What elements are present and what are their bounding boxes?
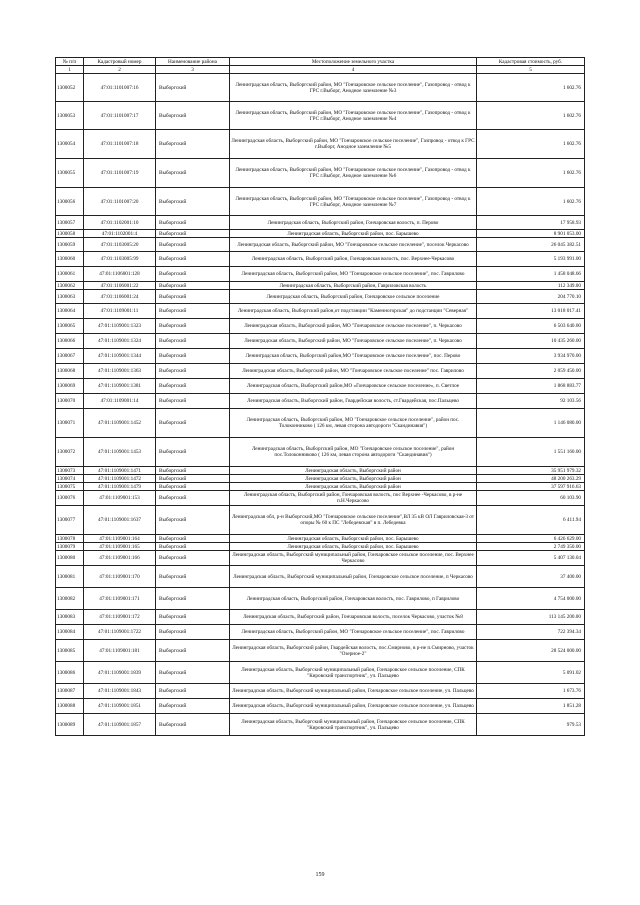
row-number: 1300076 (56, 491, 84, 506)
cadastral-number: 47:01:1101007:17 (84, 102, 156, 130)
row-number: 1300066 (56, 334, 84, 349)
cadastral-number: 47:01:1109001:1857 (84, 714, 156, 736)
cadastral-number: 47:01:1102001:4 (84, 230, 156, 238)
table-row (56, 475, 585, 483)
cadastral-cost: 1 551 160.00 (477, 438, 585, 467)
table-row (56, 662, 585, 684)
cadastral-number: 47:01:1109001:1344 (84, 349, 156, 364)
cadastral-number: 47:01:1103005:99 (84, 252, 156, 267)
cadastral-cost: 28 524 000.00 (477, 640, 585, 662)
cadastral-cost: 2 749 350.00 (477, 543, 585, 551)
cadastral-number: 47:01:1109001:165 (84, 543, 156, 551)
row-number: 1300059 (56, 238, 84, 252)
table-row (56, 334, 585, 349)
table-row (56, 267, 585, 282)
location-text: Ленинградская область, Выборгский район, пос. Барышево (230, 230, 477, 238)
table-row (56, 364, 585, 379)
table-row (56, 282, 585, 290)
row-number: 1300088 (56, 699, 84, 714)
location-text: Ленинградская область, Выборгский муниципальный район, Гончаровское сельское поселение, СПК "Кировский транспортник", уч. Пальцево (230, 662, 477, 684)
district-name: Выборгский (156, 74, 230, 102)
cadastral-cost: 17 958.93 (477, 216, 585, 230)
header-row (56, 58, 585, 66)
location-text: Ленинградская область, Выборгский район, пос. Барышево (230, 543, 477, 551)
row-number: 1300078 (56, 535, 84, 543)
table-row (56, 216, 585, 230)
row-number: 1300067 (56, 349, 84, 364)
district-name: Выборгский (156, 319, 230, 334)
district-name: Выборгский (156, 684, 230, 699)
location-text: Ленинградская область, Выборгский район (230, 475, 477, 483)
cadastral-number: 47:01:1109001:166 (84, 551, 156, 566)
table-body (56, 74, 585, 736)
cadastral-cost: 1 602.76 (477, 102, 585, 130)
table-row (56, 625, 585, 640)
table-row (56, 102, 585, 130)
row-number: 1300056 (56, 188, 84, 216)
location-text: Ленинградская область, Выборгский район, пос. Барышево (230, 535, 477, 543)
location-text: Ленинградская область, Выборгский район (230, 467, 477, 475)
table-row (56, 159, 585, 188)
location-text: Ленинградская область, Выборгский район, Гавриловская волость (230, 282, 477, 290)
table-row (56, 379, 585, 394)
row-number: 1300054 (56, 130, 84, 159)
location-text: Ленинградская область, Выборгский район, МО "Гончаровское сельское поселение", п. Черкасово (230, 319, 477, 334)
cadastral-number: 47:01:1109001:1843 (84, 684, 156, 699)
district-name: Выборгский (156, 409, 230, 438)
cadastral-cost: 1 602.76 (477, 159, 585, 188)
cadastral-cost: 1 146 080.00 (477, 409, 585, 438)
row-number: 1300064 (56, 304, 84, 319)
district-name: Выборгский (156, 130, 230, 159)
cadastral-cost: 1 673.76 (477, 684, 585, 699)
cadastral-cost: 60 103.90 (477, 491, 585, 506)
location-text: Ленинградская область, Выборгский район, МО "Гончаровское сельское поселение" пос. Гаврилово (230, 364, 477, 379)
cadastral-number: 47:01:1109001:1471 (84, 467, 156, 475)
district-name: Выборгский (156, 188, 230, 216)
district-name: Выборгский (156, 230, 230, 238)
cadastral-cost: 26 045 382.51 (477, 238, 585, 252)
row-number: 1300069 (56, 379, 84, 394)
location-text: Ленинградская область, Выборгский муниципальный район, Гончаровское сельское поселение, уч. Пальцево (230, 684, 477, 699)
district-name: Выборгский (156, 483, 230, 491)
district-name: Выборгский (156, 290, 230, 304)
district-name: Выборгский (156, 640, 230, 662)
table-row (56, 714, 585, 736)
location-text: Ленинградская область, Выборгский район, МО "Гончаровское сельское поселение", Газопровод - отвод к ГРС г.Выборг, Анодное заземление №7 (230, 188, 477, 216)
cadastral-cost: 722 394.34 (477, 625, 585, 640)
cadastral-number: 47:01:1109001:1363 (84, 364, 156, 379)
row-number: 1300055 (56, 159, 84, 188)
district-name: Выборгский (156, 475, 230, 483)
table-row (56, 506, 585, 535)
row-number: 1300061 (56, 267, 84, 282)
header-number: № п/п (56, 58, 84, 66)
district-name: Выборгский (156, 102, 230, 130)
district-name: Выборгский (156, 438, 230, 467)
location-text: Ленинградская область, Выборгский район, МО "Гончаровское сельское поселение", поселок Черкасово (230, 238, 477, 252)
cadastral-cost: 6 411.94 (477, 506, 585, 535)
district-name: Выборгский (156, 662, 230, 684)
table-row (56, 684, 585, 699)
cadastral-number: 47:01:1109001:1453 (84, 438, 156, 467)
row-number: 1300081 (56, 566, 84, 588)
row-number: 1300073 (56, 467, 84, 475)
cadastral-cost: 5 193 991.00 (477, 252, 585, 267)
row-number: 1300062 (56, 282, 84, 290)
cadastral-cost: 1 851.28 (477, 699, 585, 714)
cadastral-cost: 1 602.76 (477, 130, 585, 159)
cadastral-number: 47:01:1102001:10 (84, 216, 156, 230)
cadastral-cost: 1 602.76 (477, 188, 585, 216)
cadastral-number: 47:01:1109001:170 (84, 566, 156, 588)
location-text: Ленинградская область, Выборгский район, МО "Гончаровское сельское поселение", п. Черкасово (230, 334, 477, 349)
district-name: Выборгский (156, 467, 230, 475)
col-number: 5 (477, 66, 585, 74)
table-row (56, 409, 585, 438)
row-number: 1300063 (56, 290, 84, 304)
col-number: 3 (156, 66, 230, 74)
row-number: 1300080 (56, 551, 84, 566)
col-number: 4 (230, 66, 477, 74)
cadastral-number: 47:01:1109001:1839 (84, 662, 156, 684)
table-row (56, 394, 585, 409)
cadastral-cost: 48 200 263.29 (477, 475, 585, 483)
cadastral-cost: 2 059 450.00 (477, 364, 585, 379)
location-text: Ленинградская область, Выборгский район, МО "Гончаровское сельское поселение", пос. Гаврилово (230, 625, 477, 640)
district-name: Выборгский (156, 252, 230, 267)
cadastral-number: 47:01:1109001:1722 (84, 625, 156, 640)
cadastral-cost: 5 407 130.04 (477, 551, 585, 566)
column-number-row (56, 66, 585, 74)
location-text: Ленинградская область, Выборгский район, МО "Гончаровское сельское поселение", район пос.Толоконниково ( 126 км, левая сторона автодороги "Скандинавия") (230, 438, 477, 467)
page-number: 159 (315, 872, 325, 878)
cadastral-cost: 1 868 883.77 (477, 379, 585, 394)
table-row (56, 610, 585, 625)
row-number: 1300087 (56, 684, 84, 699)
cadastral-cost: 6 426 629.00 (477, 535, 585, 543)
location-text: Ленинградская область, Выборгский муниципальный район, Гончаровское сельское поселение, п Черкасово (230, 566, 477, 588)
location-text: Ленинградская область, Выборгский район,МО "Гончаровское сельское поселение", пос. Перово (230, 349, 477, 364)
cadastral-number: 47:01:1109001:1381 (84, 379, 156, 394)
location-text: Ленинградская область, Выборгский район, Гончаровская волость, п. Перово (230, 216, 477, 230)
cadastral-cost: 37 597 916.63 (477, 483, 585, 491)
cadastral-cost: 35 951 979.32 (477, 467, 585, 475)
district-name: Выборгский (156, 334, 230, 349)
row-number: 1300070 (56, 394, 84, 409)
location-text: Ленинградская область, Выборгский район,МО «Гончаровское сельское поселение», п. Светлое (230, 379, 477, 394)
cadastral-number: 47:01:1101007:20 (84, 188, 156, 216)
location-text: Ленинградская область, Выборгский район, Гончаровская волость, пос Верхнее -Черкасово, в р-не п.Н.Черкасово (230, 491, 477, 506)
district-name: Выборгский (156, 543, 230, 551)
district-name: Выборгский (156, 216, 230, 230)
row-number: 1300085 (56, 640, 84, 662)
location-text: Ленинградская область, Выборгский район, МО "Гончаровское сельское поселение", район пос. Толоконниково ( 126 км, левая сторона автодороги "Скандинавия") (230, 409, 477, 438)
district-name: Выборгский (156, 625, 230, 640)
location-text: Ленинградская область, Выборгский район, Гвардейская волость, ст.Гвардейская, пос.Пальцево (230, 394, 477, 409)
cadastral-table (55, 57, 585, 736)
location-text: Ленинградская область, Выборгский район, МО "Гончаровское сельское поселение", Газопровод - отвод к ГРС г.Выборг, Анодное заземление №4 (230, 102, 477, 130)
table-row (56, 304, 585, 319)
district-name: Выборгский (156, 588, 230, 610)
table-row (56, 319, 585, 334)
location-text: Ленинградская область, Выборгский район, Гончаровская волость, пос. Гаврилово, п Гаврилово (230, 588, 477, 610)
cadastral-cost: 979.53 (477, 714, 585, 736)
cadastral-number: 47:01:1101007:19 (84, 159, 156, 188)
table-row (56, 543, 585, 551)
cadastral-number: 47:01:1109001:181 (84, 640, 156, 662)
table-row (56, 290, 585, 304)
district-name: Выборгский (156, 506, 230, 535)
district-name: Выборгский (156, 304, 230, 319)
cadastral-cost: 4 754 000.00 (477, 588, 585, 610)
row-number: 1300072 (56, 438, 84, 467)
cadastral-cost: 13 018 017.41 (477, 304, 585, 319)
cadastral-number: 47:01:1109001:1479 (84, 483, 156, 491)
district-name: Выборгский (156, 267, 230, 282)
cadastral-cost: 5 091.02 (477, 662, 585, 684)
district-name: Выборгский (156, 610, 230, 625)
location-text: Ленинградская область, Выборгский муниципальный район, Гончаровское сельское поселение, СПК "Кировский транспортник", уч. Пальцево (230, 714, 477, 736)
cadastral-number: 47:01:1109001:172 (84, 610, 156, 625)
cadastral-number: 47:01:1109001:1324 (84, 334, 156, 349)
cadastral-cost: 92 103.56 (477, 394, 585, 409)
table-row (56, 588, 585, 610)
cadastral-cost: 6 503 640.00 (477, 319, 585, 334)
table-row (56, 74, 585, 102)
district-name: Выборгский (156, 379, 230, 394)
location-text: Ленинградская область, Выборгский район, МО "Гончаровское сельское поселение", Газпровод - отвод к ГРС г.Выборг, Анодное заземление №5 (230, 130, 477, 159)
cadastral-number: 47:01:1109001:1323 (84, 319, 156, 334)
cadastral-number: 47:01:1109001:1637 (84, 506, 156, 535)
table-row (56, 188, 585, 216)
cadastral-number: 47:01:1103005:20 (84, 238, 156, 252)
table-row (56, 349, 585, 364)
cadastral-cost: 37 400.00 (477, 566, 585, 588)
table-row (56, 467, 585, 475)
district-name: Выборгский (156, 714, 230, 736)
district-name: Выборгский (156, 394, 230, 409)
location-text: Ленинградская область, Выборгский район, МО "Гончаровское сельское поселение", Газопровод - отвод к ГРС г.Выборг, Анодное заземление №6 (230, 159, 477, 188)
location-text: Ленинградская область, Выборгский район (230, 483, 477, 491)
table-row (56, 483, 585, 491)
col-number: 1 (56, 66, 84, 74)
header-district: Наименование района (156, 58, 230, 66)
row-number: 1300089 (56, 714, 84, 736)
row-number: 1300058 (56, 230, 84, 238)
cadastral-number: 47:01:1109001:164 (84, 535, 156, 543)
row-number: 1300053 (56, 102, 84, 130)
district-name: Выборгский (156, 282, 230, 290)
cadastral-cost: 113 145 200.00 (477, 610, 585, 625)
cadastral-cost: 8 901 053.00 (477, 230, 585, 238)
row-number: 1300060 (56, 252, 84, 267)
table-row (56, 491, 585, 506)
cadastral-cost: 112 349.00 (477, 282, 585, 290)
cadastral-cost: 1 458 048.66 (477, 267, 585, 282)
row-number: 1300065 (56, 319, 84, 334)
row-number: 1300075 (56, 483, 84, 491)
row-number: 1300057 (56, 216, 84, 230)
location-text: Ленинградская область, Выборгский район,от подстанции "Каменногорская" до подстанции "Северная" (230, 304, 477, 319)
location-text: Ленинградская область, Выборгский муниципальный район, Гончаровское сельское поселение, пос. Верхнее Черкасово (230, 551, 477, 566)
table-row (56, 130, 585, 159)
district-name: Выборгский (156, 551, 230, 566)
row-number: 1300084 (56, 625, 84, 640)
cadastral-number: 47:01:1109001:11 (84, 304, 156, 319)
district-name: Выборгский (156, 159, 230, 188)
row-number: 1300083 (56, 610, 84, 625)
table-row (56, 438, 585, 467)
row-number: 1300052 (56, 74, 84, 102)
location-text: Ленинградская область, Выборгский район, Гончаровское сельское поселение (230, 290, 477, 304)
cadastral-number: 47:01:1106001:22 (84, 282, 156, 290)
cadastral-number: 47:01:1101007:16 (84, 74, 156, 102)
cadastral-number: 47:01:1101007:18 (84, 130, 156, 159)
district-name: Выборгский (156, 364, 230, 379)
district-name: Выборгский (156, 349, 230, 364)
cadastral-number: 47:01:1109001:153 (84, 491, 156, 506)
district-name: Выборгский (156, 238, 230, 252)
table-row (56, 252, 585, 267)
location-text: Ленинградская обл, р-н Выборгский,МО "Гончаровское сельское поселение",ВЛ 35 кВ ОЛ Гавриловская-3 от опоры № 60 к ПС "Лебедевская" в п. Лебедевка (230, 506, 477, 535)
cadastral-cost: 204 770.10 (477, 290, 585, 304)
table-row (56, 699, 585, 714)
row-number: 1300071 (56, 409, 84, 438)
row-number: 1300079 (56, 543, 84, 551)
table-row (56, 535, 585, 543)
district-name: Выборгский (156, 535, 230, 543)
table-row (56, 640, 585, 662)
col-number: 2 (84, 66, 156, 74)
district-name: Выборгский (156, 491, 230, 506)
header-cadastral-number: Кадастровый номер (84, 58, 156, 66)
row-number: 1300086 (56, 662, 84, 684)
district-name: Выборгский (156, 566, 230, 588)
table-row (56, 551, 585, 566)
cadastral-number: 47:01:1109001:1851 (84, 699, 156, 714)
location-text: Ленинградская область, Выборгский район, МО "Гончаровское сельское поселение", Газопровод - отвод к ГРС г.Выборг, Анодное заземление №3 (230, 74, 477, 102)
cadastral-cost: 10 435 260.00 (477, 334, 585, 349)
row-number: 1300082 (56, 588, 84, 610)
cadastral-number: 47:01:1109001:1452 (84, 409, 156, 438)
table-row (56, 230, 585, 238)
location-text: Ленинградская область, Выборгский район, Гончаровская волость, пос. Верхнее-Черкасово (230, 252, 477, 267)
location-text: Ленинградская область, Выборгский район, Гвардейская волость, пос.Смирново, в р-не п.Смирново, участок "Озерное-2" (230, 640, 477, 662)
cadastral-number: 47:01:1106001:128 (84, 267, 156, 282)
location-text: Ленинградская область, Выборгский район, Гончаровская волость, поселок Черкасово, участок №8 (230, 610, 477, 625)
district-name: Выборгский (156, 699, 230, 714)
cadastral-number: 47:01:1106001:24 (84, 290, 156, 304)
cadastral-cost: 3 934 970.00 (477, 349, 585, 364)
cadastral-number: 47:01:1109001:171 (84, 588, 156, 610)
header-location: Местоположение земельного участка (230, 58, 477, 66)
cadastral-cost: 1 602.76 (477, 74, 585, 102)
location-text: Ленинградская область, Выборгский муниципальный район, Гончаровское сельское поселение, уч. Пальцево (230, 699, 477, 714)
cadastral-number: 47:01:1109001:1472 (84, 475, 156, 483)
row-number: 1300077 (56, 506, 84, 535)
cadastral-number: 47:01:1109001:14 (84, 394, 156, 409)
row-number: 1300074 (56, 475, 84, 483)
location-text: Ленинградская область, Выборгский район, МО "Гончаровское сельское поселение", пос. Гаврилово (230, 267, 477, 282)
row-number: 1300068 (56, 364, 84, 379)
header-cost: Кадастровая стоимость, руб. (477, 58, 585, 66)
table-row (56, 238, 585, 252)
table-row (56, 566, 585, 588)
